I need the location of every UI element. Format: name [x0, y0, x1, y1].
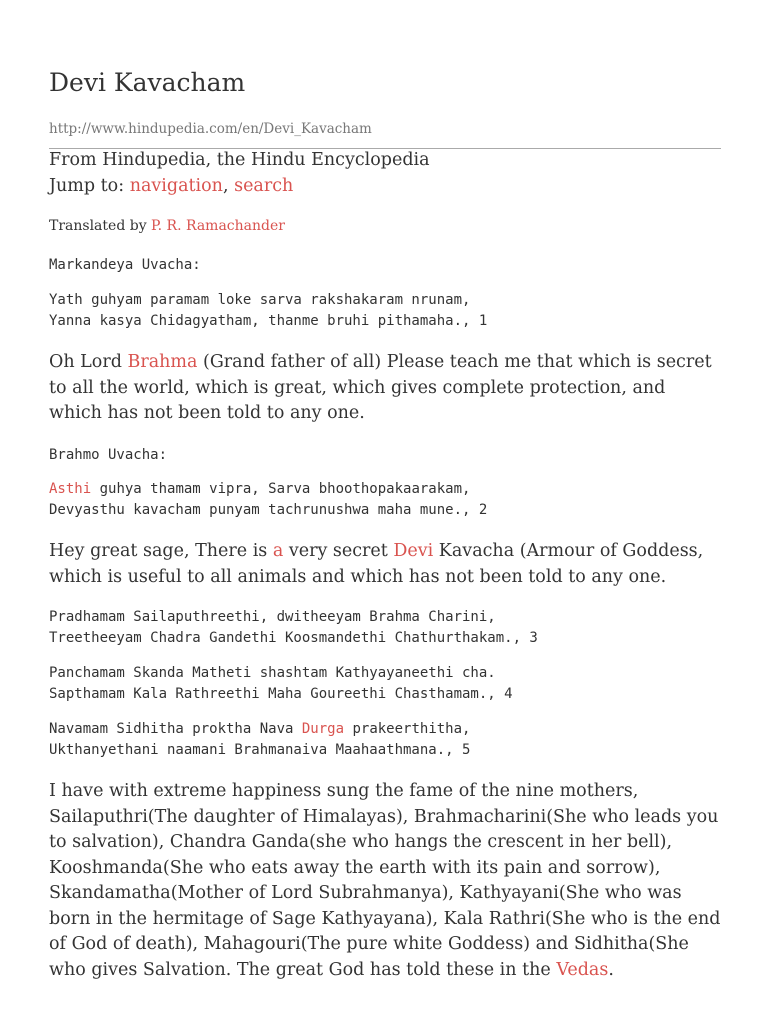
search-link[interactable]: search	[234, 176, 294, 196]
navigation-link[interactable]: navigation	[129, 176, 223, 196]
verse-1: Yath guhyam paramam loke sarva rakshakaram nrunam, Yanna kasya Chidagyatham, thanme bruhi pithamaha., 1	[49, 292, 488, 329]
a-link[interactable]: a	[272, 541, 284, 561]
page-url: http://www.hindupedia.com/en/Devi_Kavacham	[49, 121, 372, 137]
brahma-link[interactable]: Brahma	[127, 352, 198, 372]
paragraph-1: Oh Lord Brahma (Grand father of all) Please teach me that which is secret to all the world, which is great, which gives complete protection, and which has not been told to any one.	[49, 352, 712, 423]
devi-link[interactable]: Devi	[393, 541, 434, 561]
author-link[interactable]: P. R. Ramachander	[151, 218, 285, 234]
brahmo-heading: Brahmo Uvacha:	[49, 447, 168, 463]
verse-5: Navamam Sidhitha proktha Nava Durga prakeerthitha, Ukthanyethani naamani Brahmanaiva Maahaathmana., 5	[49, 721, 471, 758]
verse-3: Pradhamam Sailaputhreethi, dwitheeyam Brahma Charini, Treetheeyam Chadra Gandethi Koosmandethi Chathurthakam., 3	[49, 609, 538, 646]
vedas-link[interactable]: Vedas	[556, 959, 609, 980]
jump-to-line: Jump to: navigation, search	[49, 176, 294, 196]
durga-link[interactable]: Durga	[301, 721, 345, 737]
from-line: From Hindupedia, the Hindu Encyclopedia	[49, 150, 430, 170]
page-title: Devi Kavacham	[49, 68, 246, 97]
verse-2: Asthi guhya thamam vipra, Sarva bhoothopakaarakam, Devyasthu kavacham punyam tachrunushwa maha mune., 2	[49, 481, 488, 518]
verse-4: Panchamam Skanda Matheti shashtam Kathyayaneethi cha. Sapthamam Kala Rathreethi Maha Goureethi Chasthamam., 4	[49, 665, 513, 702]
paragraph-3: I have with extreme happiness sung the fame of the nine mothers, Sailaputhri(The daughter of Himalayas), Brahmacharini(She who leads you to salvation), Chandra Ganda(she who hangs the crescent in her bell), Kooshmanda(She who eats away the earth with its pain and sorrow), Skandamatha(Mother of Lord Subrahmanya), Kathyayani(She who was born in the hermitage of Sage Kathyayana), Kala Rathri(She who is the end of God of death), Mahagouri(The pure white Goddess) and Sidhitha(She who gives Salvation. The great God has told these in the Vedas.	[49, 781, 721, 980]
markandeya-heading: Markandeya Uvacha:	[49, 257, 201, 273]
paragraph-2: Hey great sage, There is a very secret Devi Kavacha (Armour of Goddess, which is useful to all animals and which has not been told to any one.	[49, 541, 704, 587]
asthi-link[interactable]: Asthi	[49, 481, 92, 497]
translated-by: Translated by P. R. Ramachander	[49, 218, 285, 234]
